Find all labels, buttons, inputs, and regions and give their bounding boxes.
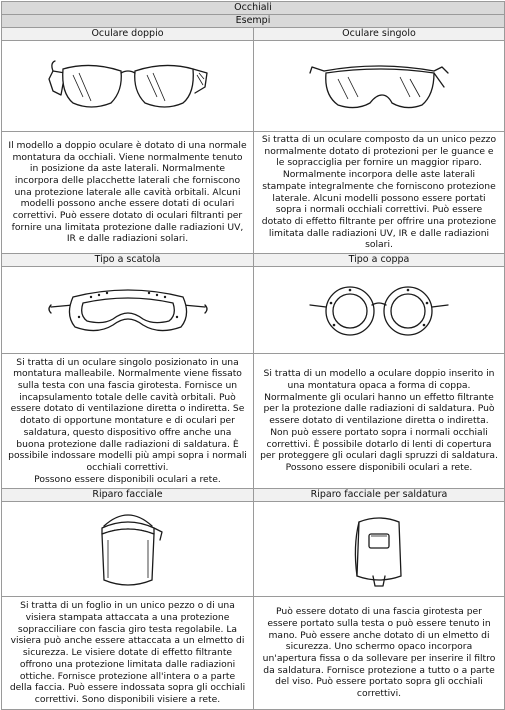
single-lens-glasses-icon xyxy=(304,51,454,121)
description-single-lens: Si tratta di un oculare composto da un unico pezzo normalmente dotato di protezioni per le guance e le sopracciglia per fornire un maggior riparo. Normalmente incorpora delle aste laterali stampate integralmente che forniscono protezione laterale. Alcuni modelli possono essere portati sopra i normali occhiali correttivi. Può essere dotato di effetto filtrante per offrire una protezione limitata dalle radiazioni UV, IR e dalle radiazioni solari. xyxy=(254,132,505,254)
double-lens-glasses-icon xyxy=(43,51,213,121)
table-subtitle: Esempi xyxy=(2,15,505,28)
label-welding-shield: Riparo facciale per saldatura xyxy=(254,489,505,502)
welding-shield-icon xyxy=(329,506,429,592)
image-cell-double-lens xyxy=(2,41,254,132)
label-face-shield: Riparo facciale xyxy=(2,489,254,502)
label-box-goggles: Tipo a scatola xyxy=(2,254,254,267)
cup-goggles-icon xyxy=(304,275,454,345)
table-title: Occhiali xyxy=(2,2,505,15)
box-goggles-icon xyxy=(43,275,213,345)
description-double-lens: Il modello a doppio oculare è dotato di una normale montatura da occhiali. Viene normalmente tenuto in posizione da aste laterali. Normalmente incorpora delle placchette laterali che forniscono una protezione laterale alle cavità orbitali. Alcuni modelli possono anche essere dotati di oculari correttivi. Può essere dotato di oculari filtranti per fornire una limitata protezione dalle radiazioni UV, IR e dalle radiazioni solari. xyxy=(2,132,254,254)
eyewear-table xyxy=(1,1,504,710)
image-cell-box-goggles xyxy=(2,267,254,354)
image-cell-cup-goggles xyxy=(254,267,505,354)
label-cup-goggles: Tipo a coppa xyxy=(254,254,505,267)
description-box-goggles: Si tratta di un oculare singolo posizionato in una montatura malleabile. Normalmente viene fissato sulla testa con una fascia girotesta. Fornisce un incapsulamento totale delle cavità orbitali. Può essere dotato di ventilazione diretta o indiretta. Se dotato di opportune montature e di oculari per saldatura, questo dispositivo offre anche una buona protezione dalle radiazioni di saldatura. È possibile indossare modelli più ampi sopra i normali occhiali correttivi. Possono essere disponibili oculari a rete. xyxy=(2,354,254,489)
description-face-shield: Si tratta di un foglio in un unico pezzo o di una visiera stampata attaccata a una protezione sopracciliare con fascia giro testa regolabile. La visiera può anche essere attaccata a un elmetto di sicurezza. Le visiere dotate di effetto filtrante offrono una protezione limitata dalle radiazioni ottiche. Fornisce protezione all'intera o a parte della faccia. Può essere indossata sopra gli occhiali correttivi. Sono disponibili visiere a rete. xyxy=(2,597,254,710)
description-cup-goggles: Si tratta di un modello a oculare doppio inserito in una montatura opaca a forma di coppa. Normalmente gli oculari hanno un effetto filtrante per la protezione dalle radiazioni di saldatura. Può essere dotato di ventilazione diretta o indiretta. Non può essere portato sopra i normali occhiali correttivi. È possibile dotarlo di lenti di copertura per proteggere gli oculari dagli spruzzi di saldatura. Possono essere disponibili oculari a rete. xyxy=(254,354,505,489)
label-single-lens: Oculare singolo xyxy=(254,28,505,41)
face-shield-icon xyxy=(78,506,178,592)
description-welding-shield: Può essere dotato di una fascia girotesta per essere portato sulla testa o può essere tenuto in mano. Può essere anche dotato di un elmetto di sicurezza. Uno schermo opaco incorpora un'apertura fissa o da sollevare per inserire il filtro da saldatura. Fornisce protezione a tutto o a parte del viso. Può essere portato sopra gli occhiali correttivi. xyxy=(254,597,505,710)
image-cell-face-shield xyxy=(2,502,254,597)
image-cell-welding-shield xyxy=(254,502,505,597)
label-double-lens: Oculare doppio xyxy=(2,28,254,41)
image-cell-single-lens xyxy=(254,41,505,132)
